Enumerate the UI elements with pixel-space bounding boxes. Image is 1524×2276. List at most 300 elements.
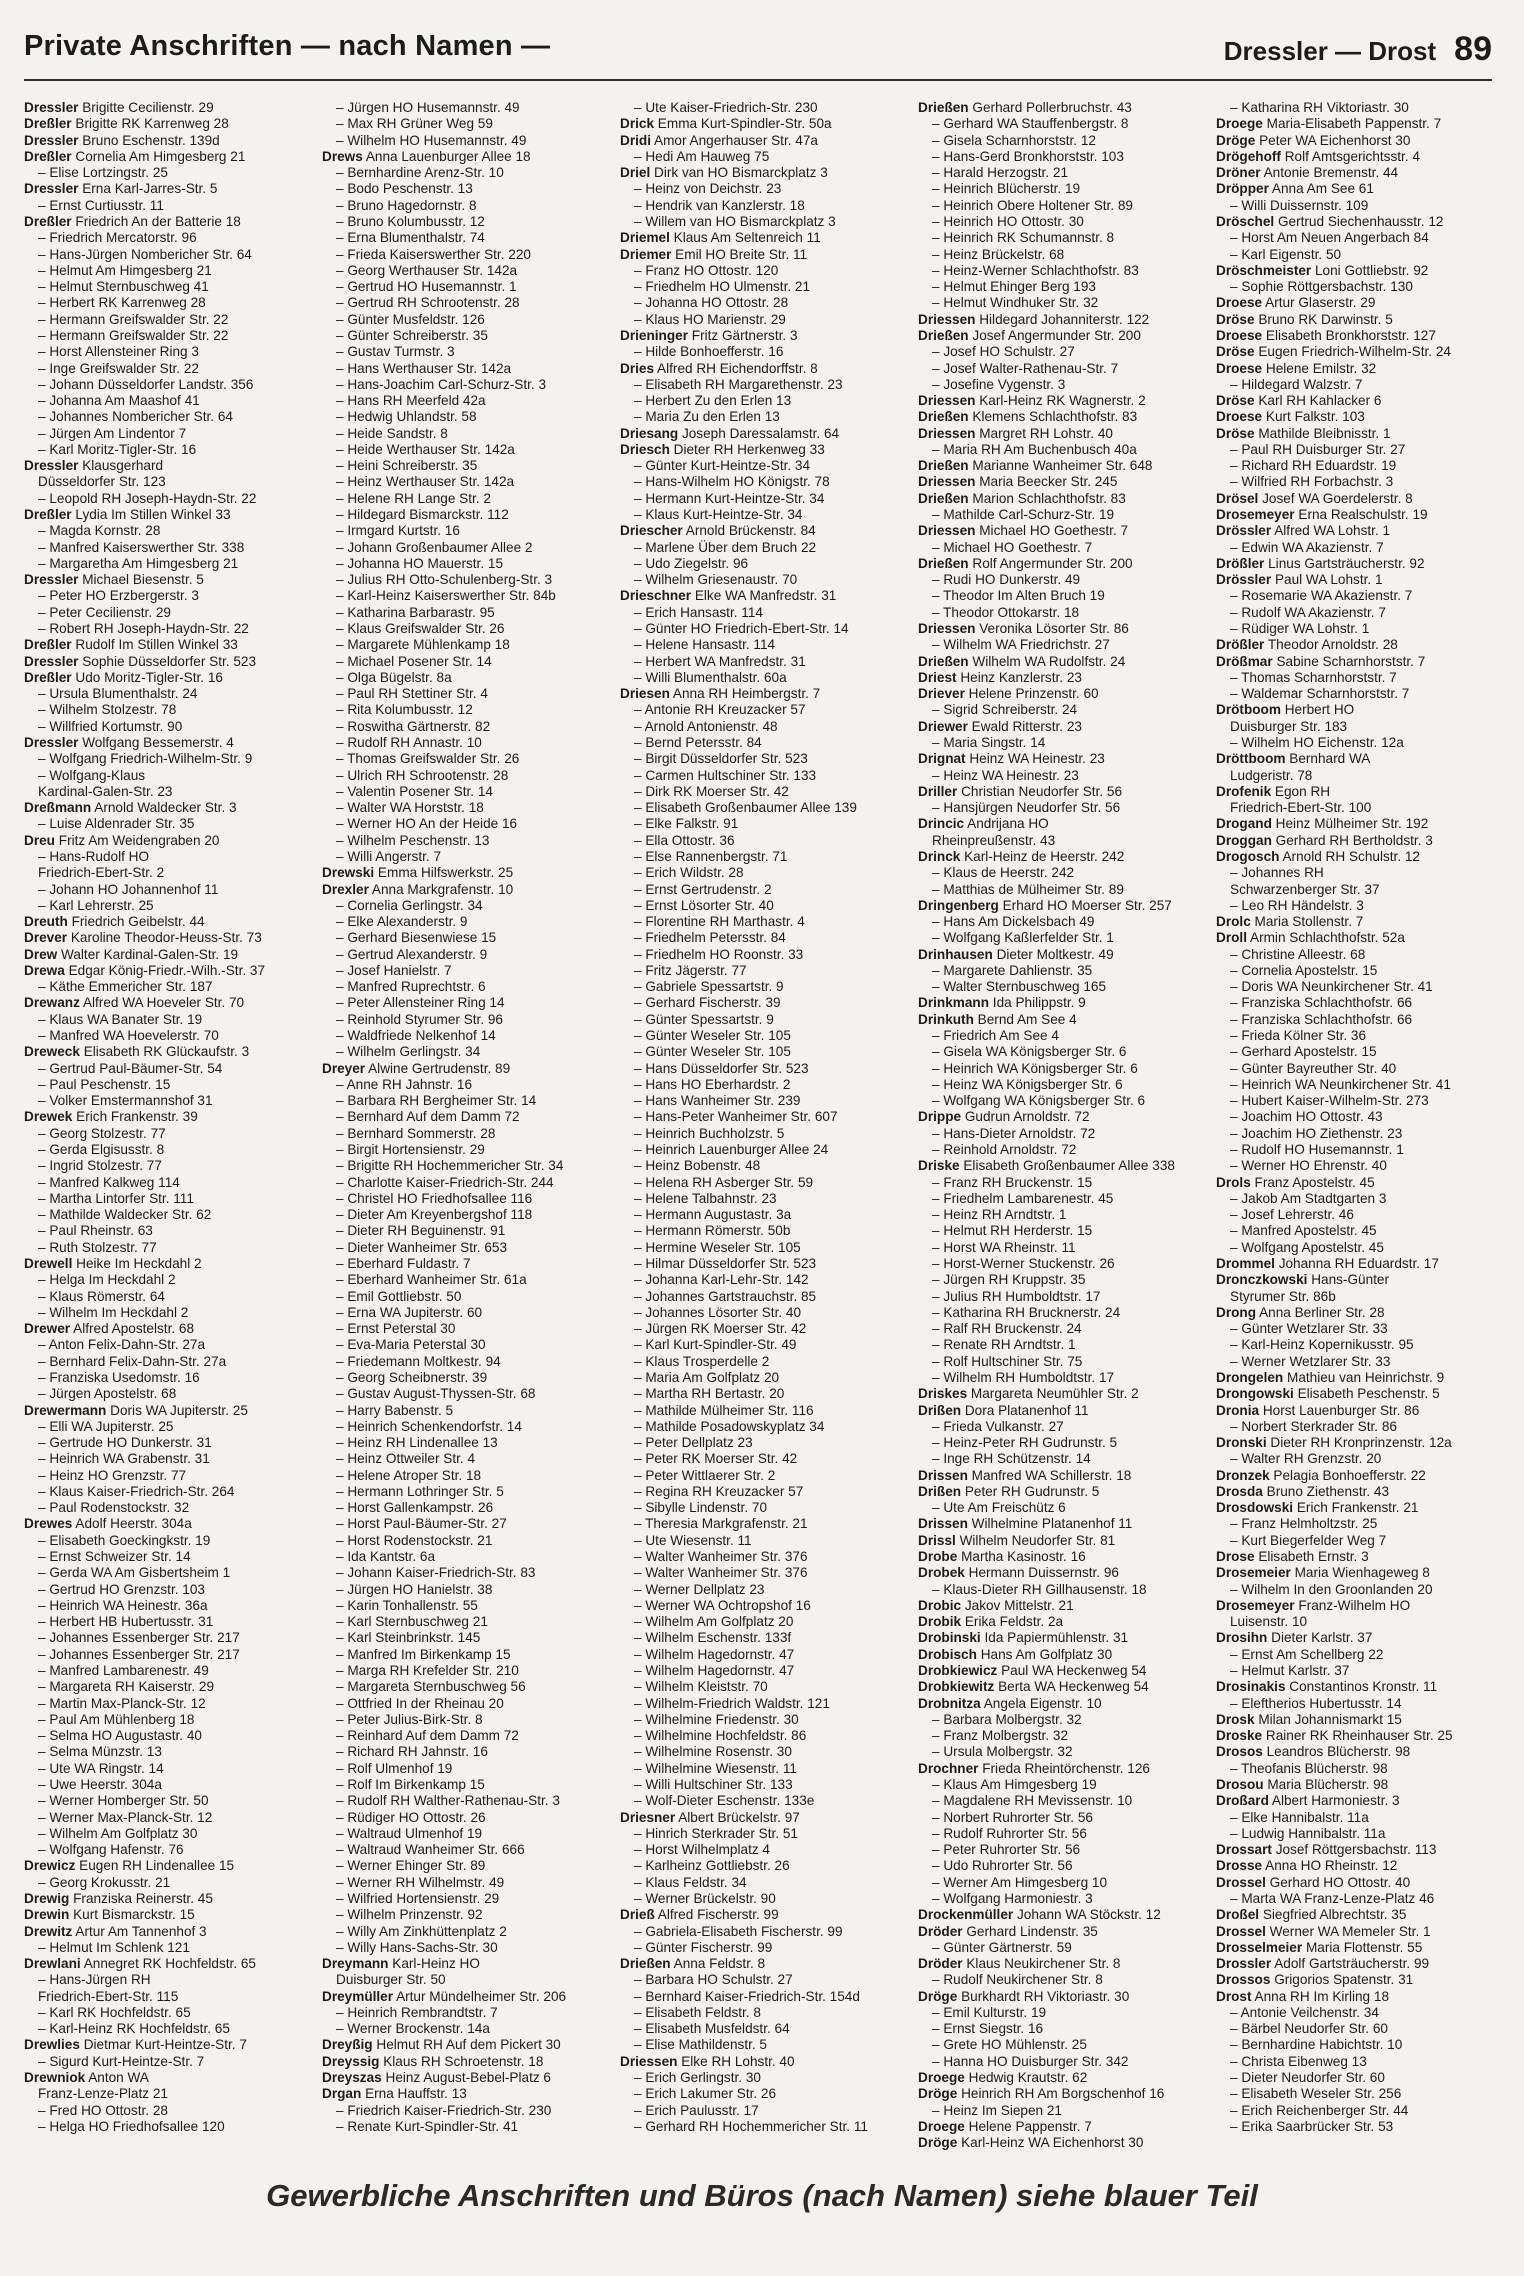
directory-entry — [620, 263, 898, 279]
entry-details: Michael HO Goethestr. 7 — [979, 523, 1129, 539]
directory-entry — [24, 979, 302, 995]
directory-entry — [322, 1549, 600, 1565]
entry-details: Helmut Am Himgesberg 21 — [49, 262, 212, 278]
entry-details: Emil Gottliebstr. 50 — [347, 1288, 462, 1304]
surname: Drosemeyer — [1216, 1597, 1295, 1613]
repeat-dash: – — [336, 1907, 348, 1923]
directory-entry — [24, 328, 302, 344]
entry-details: Heinrich WA Grabenstr. 31 — [49, 1451, 210, 1467]
surname: Drosse — [1216, 1858, 1263, 1874]
entry-details: Rolf Hultschiner Str. 75 — [943, 1353, 1083, 1369]
repeat-dash: – — [932, 1174, 944, 1190]
entry-details: Elke Hannibalstr. 11a — [1241, 1809, 1369, 1825]
directory-entry — [1216, 279, 1494, 295]
repeat-dash: – — [634, 1076, 646, 1092]
directory-entry — [24, 1370, 302, 1386]
directory-entry — [24, 491, 302, 507]
repeat-dash: – — [1230, 197, 1242, 213]
entry-details: Johann Düsseldorfer Landstr. 356 — [49, 376, 254, 392]
directory-entry — [918, 1256, 1196, 1272]
repeat-dash: – — [38, 1011, 50, 1027]
repeat-dash: – — [38, 1223, 50, 1239]
entry-details: Karl-Heinz WA Eichenhorst 30 — [961, 2135, 1144, 2151]
entry-details: Udo Ruhrorter Str. 56 — [943, 1858, 1073, 1874]
directory-entry — [1216, 1516, 1494, 1532]
directory-entry — [24, 2119, 302, 2135]
entry-details: Waltraud Ulmenhof 19 — [347, 1825, 483, 1841]
surname: Driessen — [918, 523, 976, 539]
repeat-dash: – — [336, 751, 348, 767]
repeat-dash: – — [336, 979, 348, 995]
directory-entry — [620, 1272, 898, 1288]
repeat-dash: – — [932, 1418, 944, 1434]
directory-entry — [322, 702, 600, 718]
directory-entry — [322, 816, 600, 832]
directory-entry — [1216, 947, 1494, 963]
entry-details: Olga Bügelstr. 8a — [347, 669, 452, 685]
directory-entry — [1216, 377, 1494, 393]
entry-details: Willi Duissernstr. 109 — [1241, 197, 1369, 213]
directory-entry — [322, 588, 600, 604]
directory-entry — [322, 1728, 600, 1744]
repeat-dash: – — [38, 1549, 50, 1565]
repeat-dash: – — [634, 1711, 646, 1727]
entry-details: Günter Fischerstr. 99 — [645, 1939, 773, 1955]
entry-details: Heinz Im Siepen 21 — [943, 2102, 1062, 2118]
entry-details: Carmen Hultschiner Str. 133 — [645, 767, 817, 783]
surname: Drissen — [918, 1516, 968, 1532]
directory-entry — [24, 686, 302, 702]
surname: Drever — [24, 930, 68, 946]
directory-entry — [918, 1565, 1196, 1581]
entry-details: Elisabeth Großenbaumer Allee 139 — [645, 800, 857, 816]
repeat-dash: – — [336, 1451, 348, 1467]
directory-entry — [1216, 1386, 1494, 1402]
directory-entry — [1216, 1777, 1494, 1793]
directory-entry — [322, 1256, 600, 1272]
entry-details: Katharina RH Brucknerstr. 24 — [943, 1304, 1121, 1320]
directory-entry — [1216, 1875, 1494, 1891]
repeat-dash: – — [932, 262, 944, 278]
directory-entry — [1216, 1370, 1494, 1386]
repeat-dash: – — [932, 376, 944, 392]
repeat-dash: – — [634, 1728, 646, 1744]
surname: Drobic — [918, 1597, 962, 1613]
directory-entry — [24, 1256, 302, 1272]
directory-entry — [24, 1516, 302, 1532]
entry-details: Josef Walter-Rathenau-Str. 7 — [943, 360, 1119, 376]
repeat-dash: – — [336, 2102, 348, 2118]
directory-entry — [1216, 393, 1494, 409]
entry-details: Regina RH Kreuzacker 57 — [645, 1483, 804, 1499]
repeat-dash: – — [1230, 1109, 1242, 1125]
entry-details: Harald Herzogstr. 21 — [943, 165, 1069, 181]
directory-entry — [1216, 1907, 1494, 1923]
repeat-dash: – — [932, 1711, 944, 1727]
directory-entry — [322, 1647, 600, 1663]
directory-entry — [24, 393, 302, 409]
repeat-dash: – — [634, 1369, 646, 1385]
entry-details: Luisenstr. 10 — [1230, 1614, 1308, 1630]
directory-entry — [918, 1191, 1196, 1207]
repeat-dash: – — [1230, 2004, 1241, 2020]
entry-details: Gisela Scharnhorststr. 12 — [943, 132, 1096, 148]
directory-entry — [620, 1826, 898, 1842]
directory-entry — [620, 1630, 898, 1646]
directory-entry — [918, 247, 1196, 263]
surname: Dronzek — [1216, 1467, 1270, 1483]
directory-entry — [620, 1924, 898, 1940]
entry-details: Franziska Schlachthofstr. 66 — [1241, 995, 1413, 1011]
directory-entry — [24, 409, 302, 425]
entry-details: Paul RH Stettiner Str. 4 — [347, 686, 488, 702]
entry-details: Helene Talbahnstr. 23 — [645, 1190, 777, 1206]
directory-entry — [24, 833, 302, 849]
directory-entry — [24, 1696, 302, 1712]
entry-details: Alfred RH Eichendorffstr. 8 — [657, 360, 818, 376]
entry-details: Leandros Blücherstr. 98 — [1266, 1744, 1411, 1760]
directory-entry — [620, 1972, 898, 1988]
directory-entry — [24, 1663, 302, 1679]
entry-details: Helene Prinzenstr. 60 — [968, 686, 1099, 702]
surname: Droßard — [1216, 1793, 1269, 1809]
directory-entry — [24, 1191, 302, 1207]
entry-details: Loni Gottliebstr. 92 — [1314, 262, 1429, 278]
directory-entry — [1216, 442, 1494, 458]
directory-entry — [24, 1158, 302, 1174]
entry-details: Peter HO Erzbergerstr. 3 — [49, 588, 199, 604]
entry-details: Friedrich An der Batterie 18 — [75, 213, 241, 229]
entry-details: Josef Röttgersbachstr. 113 — [1275, 1842, 1437, 1858]
surname: Droese — [1216, 409, 1263, 425]
surname: Dröner — [1216, 165, 1261, 181]
directory-entry — [918, 1793, 1196, 1809]
directory-entry — [1216, 637, 1494, 653]
repeat-dash: – — [634, 1565, 646, 1581]
directory-entry — [620, 2070, 898, 2086]
directory-entry — [322, 540, 600, 556]
repeat-dash: – — [932, 1288, 944, 1304]
repeat-dash: – — [336, 393, 348, 409]
surname: Drofenik — [1216, 783, 1272, 799]
directory-entry — [918, 1061, 1196, 1077]
repeat-dash: – — [336, 1337, 348, 1353]
directory-entry — [620, 507, 898, 523]
surname: Dröschmeister — [1216, 262, 1312, 278]
surname: Dreßmann — [24, 800, 92, 816]
entry-details: Helmut RH Herderstr. 15 — [943, 1223, 1093, 1239]
repeat-dash: – — [932, 1581, 944, 1597]
entry-details: Heinz RH Arndtstr. 1 — [943, 1207, 1067, 1223]
entry-details: Werner Am Himgesberg 10 — [943, 1874, 1108, 1890]
surname: Driewer — [918, 718, 968, 734]
directory-entry — [620, 1956, 898, 1972]
entry-details: Wilhelm Gerlingstr. 34 — [347, 1044, 481, 1060]
entry-details: Marion Schlachthofstr. 83 — [972, 490, 1126, 506]
directory-entry — [322, 1630, 600, 1646]
surname: Drosemeier — [1216, 1565, 1291, 1581]
entry-details: Josef Hanielstr. 7 — [347, 962, 452, 978]
repeat-dash: – — [932, 1972, 944, 1988]
directory-entry — [322, 1077, 600, 1093]
repeat-dash: – — [932, 2021, 944, 2037]
entry-details: Bruno Hagedornstr. 8 — [347, 197, 477, 213]
surname: Dröpper — [1216, 181, 1269, 197]
entry-details: Anton Felix-Dahn-Str. 27a — [48, 1337, 206, 1353]
directory-entry — [620, 377, 898, 393]
directory-entry — [322, 2005, 600, 2021]
directory-entry — [918, 1679, 1196, 1695]
repeat-dash: – — [1230, 1581, 1242, 1597]
entry-details: Werner HO An der Heide 16 — [347, 816, 518, 832]
repeat-dash: – — [336, 588, 348, 604]
directory-entry — [918, 1337, 1196, 1353]
directory-entry — [1216, 719, 1494, 735]
entry-details: Cornelia Apostelstr. 15 — [1241, 962, 1378, 978]
repeat-dash: – — [38, 897, 50, 913]
repeat-dash: – — [336, 1483, 348, 1499]
repeat-dash: – — [336, 1190, 348, 1206]
surname: Dreu — [24, 832, 55, 848]
surname: Drissl — [918, 1532, 956, 1548]
surname: Dreymann — [322, 1956, 389, 1972]
entry-details: Marta WA Franz-Lenze-Platz 46 — [1241, 1890, 1435, 1906]
entry-details: Elisabeth Peschenstr. 5 — [1297, 1386, 1440, 1402]
entry-details: Herbert Zu den Erlen 13 — [645, 393, 792, 409]
directory-entry — [24, 1647, 302, 1663]
entry-details: Bernhard Kaiser-Friedrich-Str. 154d — [645, 1988, 860, 2004]
directory-entry — [918, 1289, 1196, 1305]
surname: Dreßler — [24, 213, 72, 229]
entry-details: Margareta RH Kaiserstr. 29 — [49, 1679, 215, 1695]
repeat-dash: – — [336, 1304, 348, 1320]
repeat-dash: – — [1230, 1809, 1242, 1825]
entry-details: Sigrid Schreiberstr. 24 — [943, 702, 1078, 718]
entry-details: Lydia Im Stillen Winkel 33 — [75, 507, 231, 523]
directory-entry — [620, 2086, 898, 2102]
repeat-dash: – — [38, 1435, 50, 1451]
directory-entry — [620, 768, 898, 784]
repeat-dash: – — [38, 409, 50, 425]
repeat-dash: – — [336, 1435, 348, 1451]
directory-entry — [918, 1891, 1196, 1907]
directory-entry — [918, 100, 1196, 116]
entry-details: Manfred Lambarenestr. 49 — [49, 1663, 209, 1678]
entry-details: Dieter Neudorfer Str. 60 — [1241, 2070, 1385, 2086]
directory-entry — [620, 474, 898, 490]
repeat-dash: – — [38, 1093, 50, 1109]
entry-details: Anton WA — [88, 2070, 149, 2086]
repeat-dash: – — [336, 1418, 348, 1434]
directory-entry — [24, 800, 302, 816]
directory-entry — [24, 1793, 302, 1809]
repeat-dash: – — [634, 979, 646, 995]
entry-details: Michael HO Goethestr. 7 — [943, 539, 1093, 555]
directory-entry — [620, 914, 898, 930]
entry-details: Peter WA Eichenhorst 30 — [1259, 132, 1411, 148]
directory-entry — [1216, 2037, 1494, 2053]
repeat-dash: – — [38, 1076, 50, 1092]
entry-details: Horst Wilhelmplatz 4 — [645, 1842, 770, 1858]
entry-details: Heini Schreiberstr. 35 — [347, 458, 478, 474]
directory-entry — [24, 361, 302, 377]
directory-entry — [918, 849, 1196, 865]
repeat-dash: – — [38, 197, 50, 213]
surname: Droggan — [1216, 832, 1272, 848]
surname: Drießen — [918, 555, 969, 571]
directory-entry — [1216, 491, 1494, 507]
entry-details: Rainer RK Rheinhauser Str. 25 — [1265, 1728, 1453, 1744]
directory-entry — [322, 491, 600, 507]
entry-details: Manfred Kalkweg 114 — [49, 1174, 180, 1190]
directory-entry — [322, 849, 600, 865]
directory-entry — [24, 882, 302, 898]
surname: Drießen — [918, 490, 969, 506]
directory-entry — [918, 930, 1196, 946]
entry-details: Gerda WA Am Gisbertsheim 1 — [49, 1565, 231, 1581]
entry-details: Martha Kasinostr. 16 — [961, 1549, 1086, 1565]
directory-entry — [24, 898, 302, 914]
repeat-dash: – — [336, 702, 348, 718]
repeat-dash: – — [634, 962, 646, 978]
repeat-dash: – — [38, 816, 50, 832]
directory-entry — [620, 1142, 898, 1158]
repeat-dash: – — [634, 393, 646, 409]
entry-details: Mathilde Mülheimer Str. 116 — [645, 1402, 814, 1418]
entry-details: Waldemar Scharnhorststr. 7 — [1241, 686, 1410, 702]
directory-entry — [1216, 1289, 1494, 1305]
entry-details: Hans-Peter Wanheimer Str. 607 — [645, 1109, 838, 1125]
repeat-dash: – — [932, 1093, 944, 1109]
section-title: Private Anschriften — nach Namen — — [24, 30, 551, 62]
directory-entry — [620, 1484, 898, 1500]
directory-entry — [620, 1582, 898, 1598]
repeat-dash: – — [38, 1125, 50, 1141]
entry-details: Friedemann Moltkestr. 94 — [347, 1353, 501, 1369]
entry-details: Johanna Am Maashof 41 — [49, 393, 200, 409]
surname: Dröse — [1216, 311, 1255, 327]
repeat-dash: – — [1230, 2053, 1242, 2069]
directory-entry — [620, 2005, 898, 2021]
directory-entry — [918, 719, 1196, 735]
repeat-dash: – — [1230, 1451, 1242, 1467]
directory-entry — [322, 1533, 600, 1549]
directory-entry — [24, 2070, 302, 2086]
directory-entry — [322, 1924, 600, 1940]
repeat-dash: – — [634, 409, 646, 425]
directory-entry — [24, 1761, 302, 1777]
entry-details: Peter Wittlaerer Str. 2 — [645, 1467, 776, 1483]
entry-details: Jürgen RK Moerser Str. 42 — [645, 1321, 807, 1337]
repeat-dash: – — [336, 213, 348, 229]
directory-entry — [322, 523, 600, 539]
surname: Dressler — [24, 181, 79, 197]
directory-entry — [24, 1712, 302, 1728]
entry-details: Christel HO Friedhofsallee 116 — [347, 1190, 533, 1206]
repeat-dash: – — [38, 1695, 50, 1711]
entry-details: Hilde Bonhoefferstr. 16 — [645, 344, 784, 360]
entry-details: Dora Platanenhof 11 — [964, 1402, 1089, 1418]
repeat-dash: – — [38, 360, 50, 376]
repeat-dash: – — [336, 1467, 348, 1483]
entry-details: Wilhelmine Rosenstr. 30 — [645, 1744, 792, 1760]
entry-details: Hans-Günter — [1311, 1272, 1390, 1288]
entry-details: Leopold RH Joseph-Haydn-Str. 22 — [49, 490, 257, 506]
directory-entry — [322, 1370, 600, 1386]
repeat-dash: – — [634, 1207, 646, 1223]
entry-details: Friedhelm HO Ulmenstr. 21 — [645, 279, 811, 295]
entry-details: Cornelia Am Himgesberg 21 — [75, 148, 246, 164]
entry-details: Edgar König-Friedr.-Wilh.-Str. 37 — [68, 962, 266, 978]
repeat-dash: – — [634, 1972, 646, 1988]
directory-entry — [1216, 1191, 1494, 1207]
directory-entry — [918, 1549, 1196, 1565]
directory-entry — [24, 1012, 302, 1028]
entry-details: Elke WA Manfredstr. 31 — [694, 588, 837, 604]
entry-details: Anna HO Rheinstr. 12 — [1265, 1858, 1398, 1874]
entry-details: Günter Bayreuther Str. 40 — [1241, 1060, 1397, 1076]
entry-details: Josefine Vygenstr. 3 — [943, 376, 1066, 392]
directory-entry — [620, 1321, 898, 1337]
surname: Drobe — [918, 1549, 958, 1565]
directory-entry — [620, 1191, 898, 1207]
directory-entry — [322, 1972, 600, 1988]
repeat-dash: – — [932, 1793, 944, 1809]
directory-entry — [1216, 1468, 1494, 1484]
entry-details: Werner Brockenstr. 14a — [347, 2021, 490, 2037]
directory-entry — [24, 1223, 302, 1239]
directory-entry — [918, 1647, 1196, 1663]
entry-details: Käthe Emmericher Str. 187 — [49, 979, 213, 995]
directory-entry — [620, 849, 898, 865]
repeat-dash: – — [634, 458, 646, 474]
directory-entry — [1216, 849, 1494, 865]
entry-details: Alfred Apostelstr. 68 — [73, 1321, 195, 1337]
directory-entry — [322, 1989, 600, 2005]
directory-entry — [1216, 312, 1494, 328]
entry-details: Horst Lauenburger Str. 86 — [1262, 1402, 1420, 1418]
directory-entry — [918, 1272, 1196, 1288]
entry-details: Magda Kornstr. 28 — [49, 523, 161, 539]
directory-entry — [620, 719, 898, 735]
repeat-dash: – — [932, 702, 944, 718]
entry-details: Gerhard Fischerstr. 39 — [645, 995, 781, 1011]
repeat-dash: – — [1230, 1695, 1242, 1711]
entry-details: Heinz Ottweiler Str. 4 — [347, 1451, 476, 1467]
repeat-dash: – — [1230, 669, 1242, 685]
repeat-dash: – — [634, 2086, 646, 2102]
surname: Drinkmann — [918, 995, 990, 1011]
entry-details: Heinz Mülheimer Str. 192 — [1275, 816, 1429, 832]
entry-details: Wilfried RH Forbachstr. 3 — [1241, 474, 1394, 490]
entry-details: Willy Am Zinkhüttenplatz 2 — [347, 1923, 507, 1939]
directory-entry — [322, 719, 600, 735]
entry-details: Werner Wetzlarer Str. 33 — [1241, 1353, 1391, 1369]
entry-details: Willfried Kortumstr. 90 — [49, 718, 183, 734]
entry-details: Erich Wildstr. 28 — [645, 865, 744, 881]
directory-entry — [322, 2070, 600, 2086]
entry-details: Margareta Sternbuschweg 56 — [347, 1679, 526, 1695]
directory-entry — [322, 930, 600, 946]
directory-entry — [1216, 247, 1494, 263]
repeat-dash: – — [38, 1386, 50, 1402]
repeat-dash: – — [1230, 279, 1242, 295]
entry-details: Paul Rodenstockstr. 32 — [49, 1500, 190, 1516]
directory-entry — [918, 1354, 1196, 1370]
repeat-dash: – — [634, 1663, 646, 1678]
entry-details: Gertrud Alexanderstr. 9 — [347, 946, 488, 962]
directory-entry — [620, 1028, 898, 1044]
